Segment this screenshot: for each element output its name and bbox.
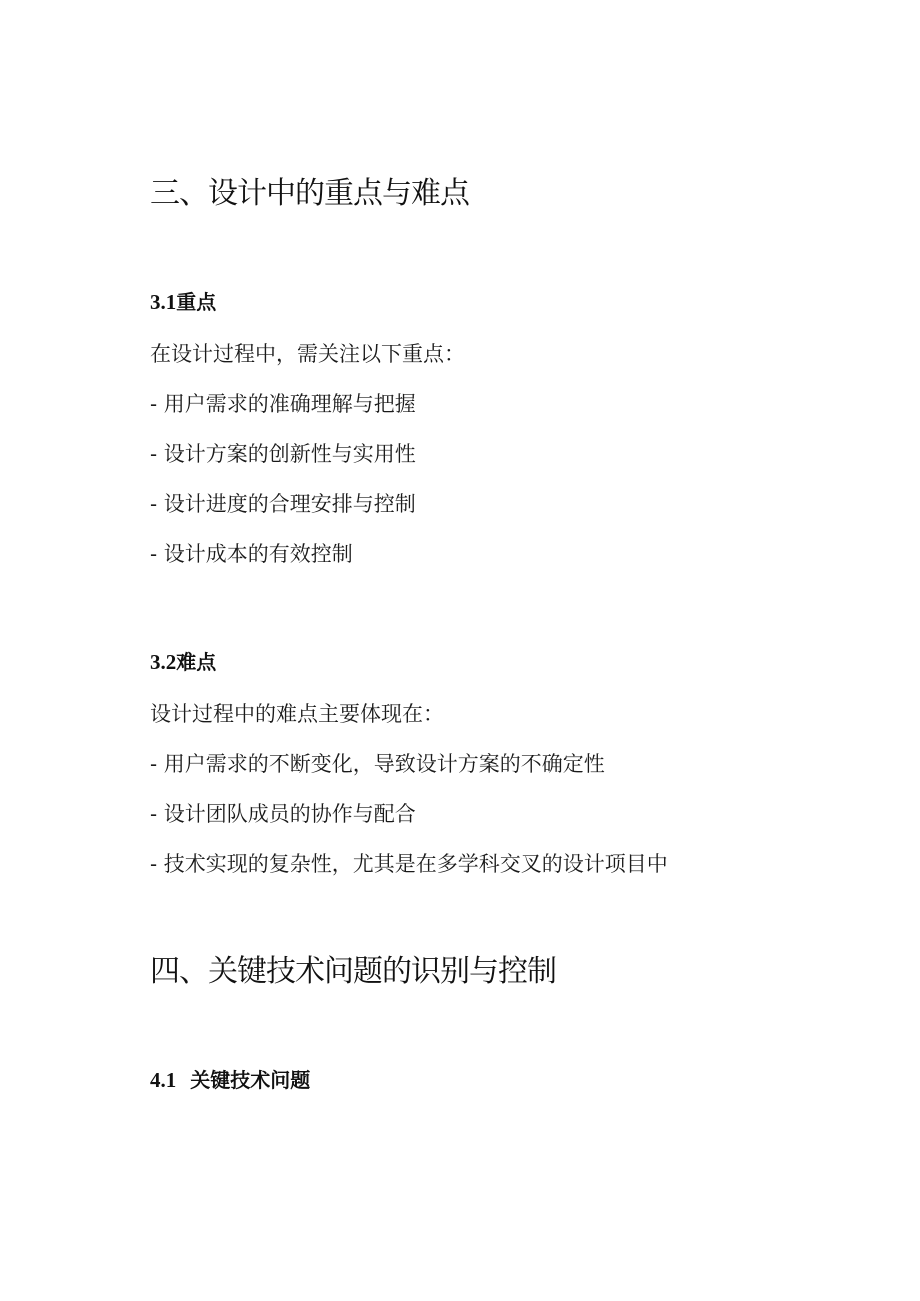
- list-item: - 设计团队成员的协作与配合: [150, 802, 416, 826]
- subsection-3-1-number: 3.1: [150, 290, 177, 314]
- list-item: - 设计进度的合理安排与控制: [150, 492, 416, 516]
- subsection-3-2-title: 难点: [176, 650, 217, 674]
- list-item: - 设计成本的有效控制: [150, 542, 353, 566]
- section-3-heading: 三、设计中的重点与难点: [150, 176, 469, 211]
- list-item: - 用户需求的准确理解与把握: [150, 392, 416, 416]
- subsection-3-1-intro: 在设计过程中，需关注以下重点：: [150, 342, 465, 366]
- subsection-3-1-heading: [150, 289, 216, 315]
- list-item: - 设计方案的创新性与实用性: [150, 442, 416, 466]
- subsection-4-1-number: 4.1: [150, 1068, 177, 1092]
- subsection-3-1-title: 重点: [176, 290, 217, 314]
- section-4-heading: 四、关键技术问题的识别与控制: [150, 954, 556, 989]
- subsection-3-2-number: 3.2: [150, 650, 177, 674]
- subsection-4-1-title: 关键技术问题: [190, 1068, 311, 1092]
- list-item: - 用户需求的不断变化，导致设计方案的不确定性: [150, 752, 605, 776]
- subsection-4-1-heading: [150, 1067, 310, 1093]
- subsection-3-2-intro: 设计过程中的难点主要体现在：: [150, 702, 444, 726]
- subsection-3-2-heading: [150, 649, 216, 675]
- list-item: - 技术实现的复杂性，尤其是在多学科交叉的设计项目中: [150, 852, 668, 876]
